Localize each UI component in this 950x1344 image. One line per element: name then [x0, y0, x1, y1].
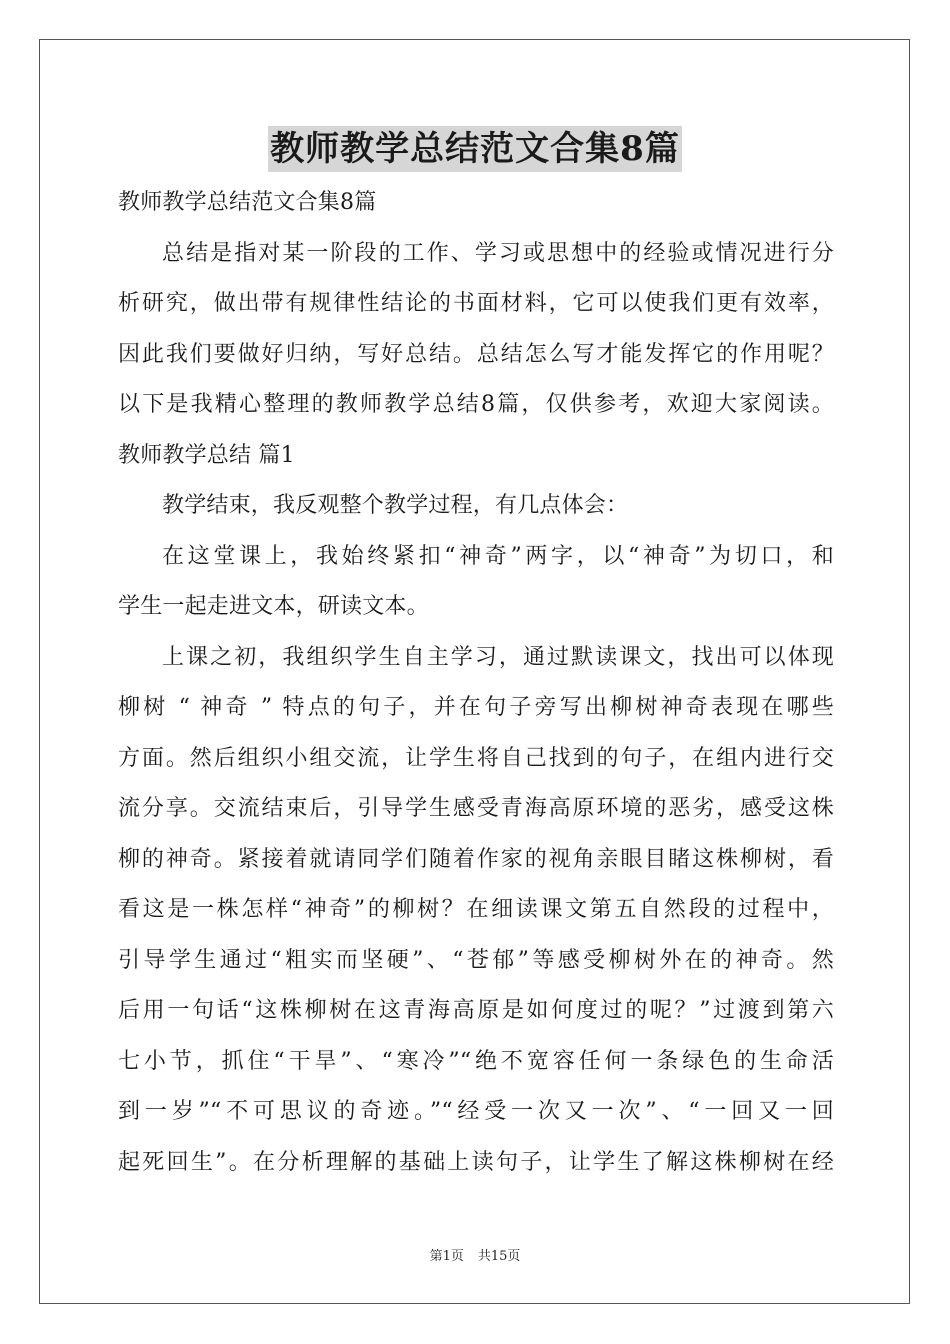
- title-container: [0, 126, 950, 172]
- text-line: 看这是一株怎样“神奇”的柳树？在细读课文第五自然段的过程中，: [118, 897, 834, 922]
- text-line: 起死回生”。在分析理解的基础上读句子，让学生了解这株柳树在经: [118, 1149, 834, 1175]
- document-body: [118, 178, 834, 1188]
- text-line: 七小节，抓住“干旱”、“寒冷”“绝不宽容任何一条绿色的生命活: [118, 1048, 834, 1074]
- text-line: 上课之初，我组织学生自主学习，通过默读课文，找出可以体现: [162, 644, 834, 670]
- text-line: 方面。然后组织小组交流，让学生将自己找到的句子，在组内进行交: [118, 745, 834, 771]
- document-title: 教师教学总结范文合集8篇: [268, 126, 682, 172]
- page-footer: [0, 1245, 950, 1264]
- text-line: 学生一起走进文本，研读文本。: [118, 594, 429, 619]
- text-line: 后用一句话“这株柳树在这青海高原是如何度过的呢？”过渡到第六: [118, 998, 834, 1023]
- text-line: 总结是指对某一阶段的工作、学习或思想中的经验或情况进行分: [162, 240, 834, 266]
- text-line: 教学结束，我反观整个教学过程，有几点体会：: [162, 493, 629, 518]
- text-line: 到一岁”“不可思议的奇迹。”“经受一次又一次”、“一回又一回: [118, 1099, 834, 1124]
- text-line: 因此我们要做好归纳，写好总结。总结怎么写才能发挥它的作用呢？: [118, 341, 834, 367]
- text-line: 流分享。交流结束后，引导学生感受青海高原环境的恶劣，感受这株: [118, 796, 834, 821]
- text-line: 教师教学总结范文合集8篇: [118, 190, 377, 215]
- text-line: 柳的神奇。紧接着就请同学们随着作家的视角亲眼目睹这株柳树，看: [118, 846, 834, 872]
- text-line: 引导学生通过“粗实而坚硬”、“苍郁”等感受柳树外在的神奇。然: [118, 947, 834, 973]
- text-line: 柳树 “ 神奇 ” 特点的句子，并在句子旁写出柳树神奇表现在哪些: [118, 695, 834, 720]
- text-line: 教师教学总结 篇1: [118, 442, 295, 468]
- text-line: 在这堂课上，我始终紧扣“神奇”两字，以“神奇”为切口，和: [162, 543, 834, 569]
- page-number: 第1页: [429, 1249, 464, 1264]
- text-line: 以下是我精心整理的教师教学总结8篇，仅供参考，欢迎大家阅读。: [118, 392, 834, 417]
- text-line: 析研究，做出带有规律性结论的书面材料，它可以使我们更有效率，: [118, 291, 834, 316]
- page-total: 共15页: [477, 1249, 521, 1264]
